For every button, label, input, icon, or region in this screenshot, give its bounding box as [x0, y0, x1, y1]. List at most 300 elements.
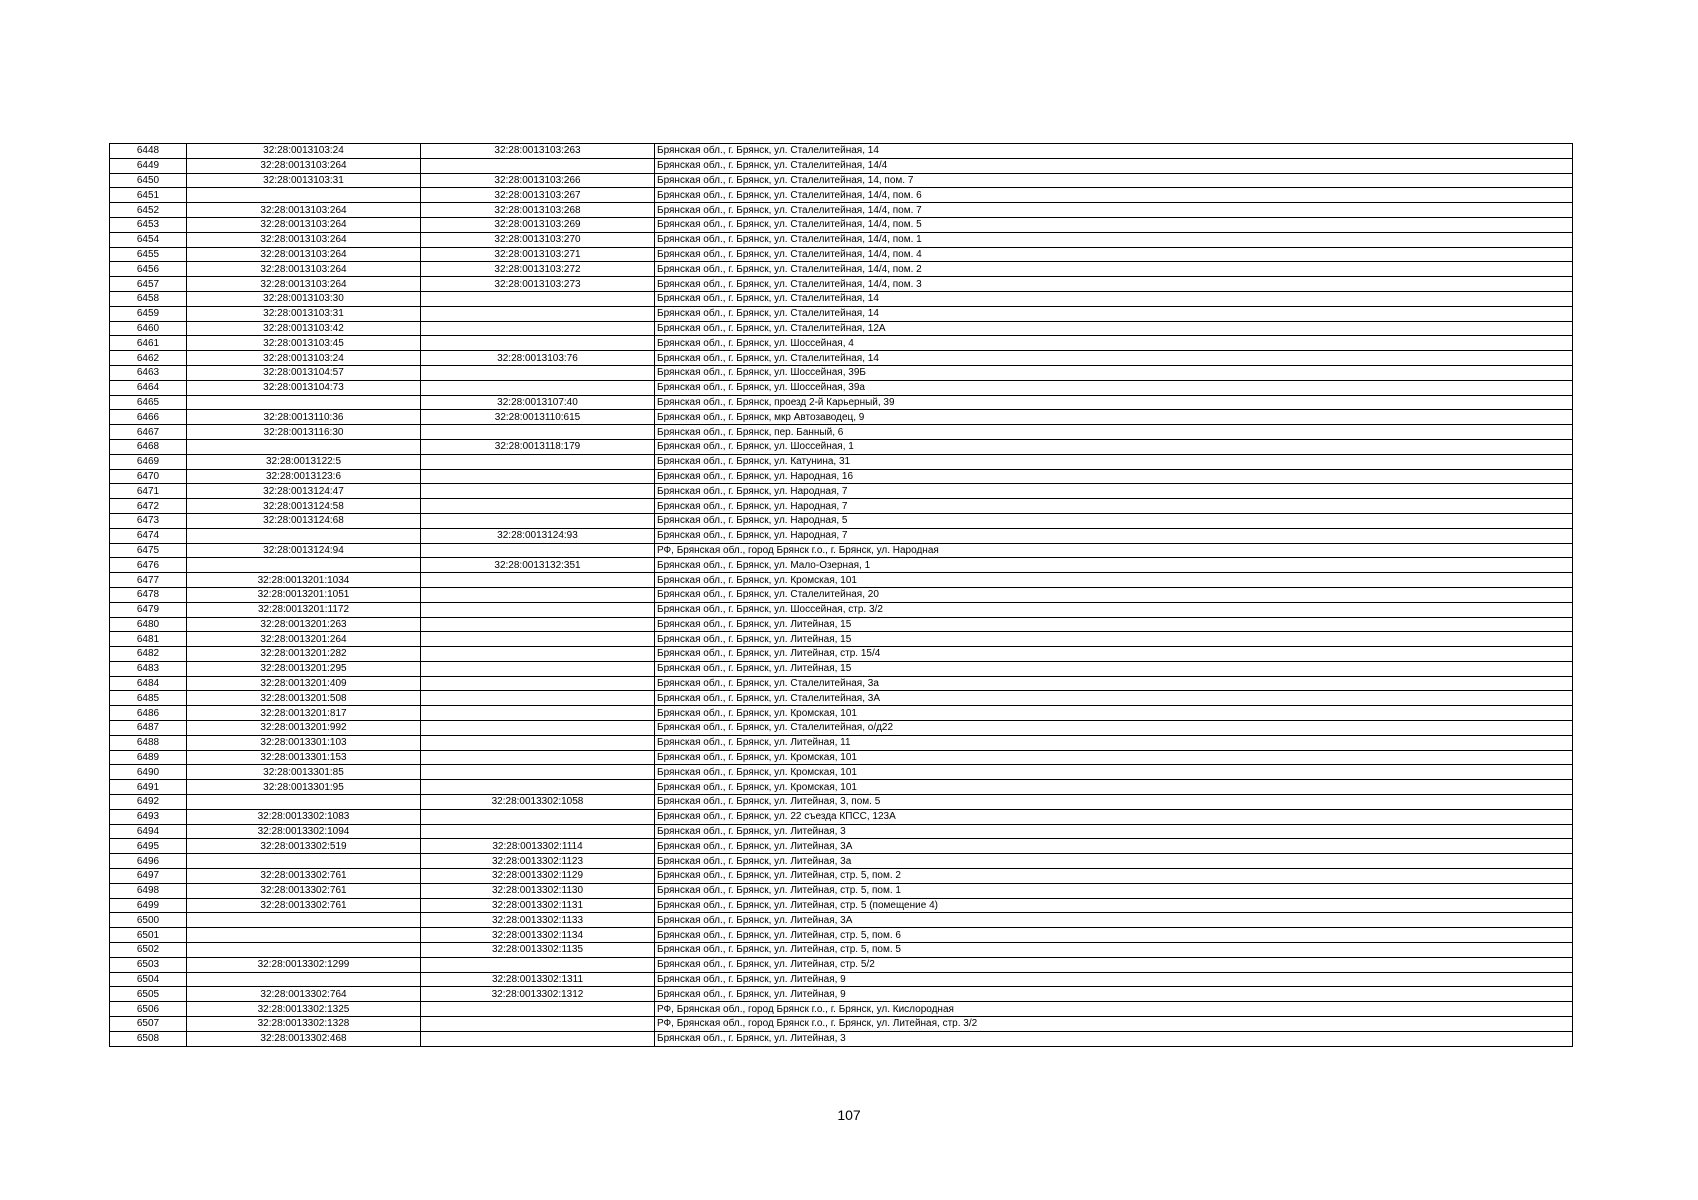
- building-cadastral-number-cell: 32:28:0013103:271: [421, 247, 655, 262]
- building-cadastral-number-cell: 32:28:0013302:1123: [421, 854, 655, 869]
- address-cell: Брянская обл., г. Брянск, ул. Сталелитейная, 14, пом. 7: [655, 173, 1573, 188]
- land-cadastral-number-cell: 32:28:0013103:264: [187, 217, 421, 232]
- address-cell: Брянская обл., г. Брянск, ул. Сталелитейная, о/д22: [655, 721, 1573, 736]
- land-cadastral-number-cell: 32:28:0013104:57: [187, 365, 421, 380]
- row-number-cell: 6448: [110, 144, 187, 159]
- table-row: [110, 217, 1573, 232]
- address-cell: Брянская обл., г. Брянск, ул. Сталелитейная, 20: [655, 587, 1573, 602]
- address-cell: Брянская обл., г. Брянск, ул. Шоссейная, 39Б: [655, 365, 1573, 380]
- address-cell: Брянская обл., г. Брянск, ул. Литейная, 3А: [655, 913, 1573, 928]
- row-number-cell: 6470: [110, 469, 187, 484]
- land-cadastral-number-cell: [187, 795, 421, 810]
- building-cadastral-number-cell: 32:28:0013118:179: [421, 439, 655, 454]
- building-cadastral-number-cell: [421, 735, 655, 750]
- registry-table: [109, 143, 1573, 1047]
- row-number-cell: 6493: [110, 809, 187, 824]
- row-number-cell: 6503: [110, 957, 187, 972]
- land-cadastral-number-cell: 32:28:0013201:1051: [187, 587, 421, 602]
- row-number-cell: 6460: [110, 321, 187, 336]
- building-cadastral-number-cell: [421, 780, 655, 795]
- address-cell: Брянская обл., г. Брянск, ул. Сталелитейная, 3а: [655, 676, 1573, 691]
- row-number-cell: 6508: [110, 1031, 187, 1046]
- address-cell: Брянская обл., г. Брянск, ул. Кромская, 101: [655, 750, 1573, 765]
- row-number-cell: 6491: [110, 780, 187, 795]
- land-cadastral-number-cell: 32:28:0013124:68: [187, 513, 421, 528]
- building-cadastral-number-cell: [421, 765, 655, 780]
- row-number-cell: 6451: [110, 188, 187, 203]
- land-cadastral-number-cell: [187, 439, 421, 454]
- table-row: [110, 439, 1573, 454]
- table-row: [110, 395, 1573, 410]
- building-cadastral-number-cell: [421, 617, 655, 632]
- table-row: [110, 765, 1573, 780]
- row-number-cell: 6496: [110, 854, 187, 869]
- table-row: [110, 676, 1573, 691]
- address-cell: Брянская обл., г. Брянск, ул. Шоссейная, 4: [655, 336, 1573, 351]
- table-row: [110, 203, 1573, 218]
- land-cadastral-number-cell: 32:28:0013302:764: [187, 987, 421, 1002]
- building-cadastral-number-cell: [421, 454, 655, 469]
- row-number-cell: 6455: [110, 247, 187, 262]
- building-cadastral-number-cell: 32:28:0013302:1130: [421, 883, 655, 898]
- building-cadastral-number-cell: 32:28:0013103:269: [421, 217, 655, 232]
- building-cadastral-number-cell: [421, 484, 655, 499]
- land-cadastral-number-cell: 32:28:0013302:519: [187, 839, 421, 854]
- land-cadastral-number-cell: 32:28:0013103:30: [187, 291, 421, 306]
- address-cell: РФ, Брянская обл., город Брянск г.о., г. Брянск, ул. Литейная, стр. 3/2: [655, 1017, 1573, 1032]
- row-number-cell: 6474: [110, 528, 187, 543]
- address-cell: Брянская обл., г. Брянск, ул. Сталелитейная, 14/4, пом. 1: [655, 232, 1573, 247]
- address-cell: Брянская обл., г. Брянск, ул. Кромская, 101: [655, 573, 1573, 588]
- row-number-cell: 6494: [110, 824, 187, 839]
- land-cadastral-number-cell: 32:28:0013302:1299: [187, 957, 421, 972]
- table-row: [110, 913, 1573, 928]
- table-row: [110, 247, 1573, 262]
- address-cell: Брянская обл., г. Брянск, ул. Литейная, 3: [655, 824, 1573, 839]
- row-number-cell: 6485: [110, 691, 187, 706]
- building-cadastral-number-cell: [421, 632, 655, 647]
- land-cadastral-number-cell: [187, 943, 421, 958]
- land-cadastral-number-cell: 32:28:0013201:992: [187, 721, 421, 736]
- building-cadastral-number-cell: [421, 676, 655, 691]
- land-cadastral-number-cell: 32:28:0013301:85: [187, 765, 421, 780]
- row-number-cell: 6481: [110, 632, 187, 647]
- row-number-cell: 6473: [110, 513, 187, 528]
- row-number-cell: 6457: [110, 277, 187, 292]
- row-number-cell: 6504: [110, 972, 187, 987]
- building-cadastral-number-cell: 32:28:0013302:1114: [421, 839, 655, 854]
- address-cell: Брянская обл., г. Брянск, пер. Банный, 6: [655, 425, 1573, 440]
- table-row: [110, 573, 1573, 588]
- land-cadastral-number-cell: 32:28:0013124:94: [187, 543, 421, 558]
- address-cell: Брянская обл., г. Брянск, ул. Сталелитейная, 12А: [655, 321, 1573, 336]
- address-cell: Брянская обл., г. Брянск, ул. Литейная, 3А: [655, 839, 1573, 854]
- row-number-cell: 6458: [110, 291, 187, 306]
- table-row: [110, 351, 1573, 366]
- table-row: [110, 780, 1573, 795]
- building-cadastral-number-cell: 32:28:0013107:40: [421, 395, 655, 410]
- row-number-cell: 6467: [110, 425, 187, 440]
- address-cell: Брянская обл., г. Брянск, ул. Литейная, стр. 5, пом. 2: [655, 869, 1573, 884]
- table-row: [110, 869, 1573, 884]
- land-cadastral-number-cell: 32:28:0013110:36: [187, 410, 421, 425]
- address-cell: Брянская обл., г. Брянск, ул. Литейная, стр. 5, пом. 1: [655, 883, 1573, 898]
- row-number-cell: 6486: [110, 706, 187, 721]
- table-row: [110, 173, 1573, 188]
- table-row: [110, 587, 1573, 602]
- row-number-cell: 6480: [110, 617, 187, 632]
- address-cell: Брянская обл., г. Брянск, ул. Мало-Озерная, 1: [655, 558, 1573, 573]
- table-row: [110, 558, 1573, 573]
- land-cadastral-number-cell: 32:28:0013302:761: [187, 883, 421, 898]
- row-number-cell: 6483: [110, 661, 187, 676]
- address-cell: Брянская обл., г. Брянск, ул. 22 съезда КПСС, 123А: [655, 809, 1573, 824]
- land-cadastral-number-cell: 32:28:0013103:264: [187, 262, 421, 277]
- table-row: [110, 484, 1573, 499]
- table-row: [110, 144, 1573, 159]
- address-cell: Брянская обл., г. Брянск, ул. Литейная, 3а: [655, 854, 1573, 869]
- table-row: [110, 365, 1573, 380]
- table-row: [110, 957, 1573, 972]
- building-cadastral-number-cell: 32:28:0013302:1133: [421, 913, 655, 928]
- address-cell: Брянская обл., г. Брянск, ул. Сталелитейная, 14: [655, 351, 1573, 366]
- building-cadastral-number-cell: 32:28:0013103:273: [421, 277, 655, 292]
- address-cell: Брянская обл., г. Брянск, ул. Шоссейная, стр. 3/2: [655, 602, 1573, 617]
- table-row: [110, 410, 1573, 425]
- row-number-cell: 6501: [110, 928, 187, 943]
- land-cadastral-number-cell: 32:28:0013103:264: [187, 203, 421, 218]
- building-cadastral-number-cell: 32:28:0013132:351: [421, 558, 655, 573]
- address-cell: Брянская обл., г. Брянск, ул. Сталелитейная, 14/4: [655, 158, 1573, 173]
- building-cadastral-number-cell: [421, 336, 655, 351]
- table-row: [110, 158, 1573, 173]
- address-cell: Брянская обл., г. Брянск, ул. Шоссейная, 1: [655, 439, 1573, 454]
- building-cadastral-number-cell: [421, 425, 655, 440]
- row-number-cell: 6489: [110, 750, 187, 765]
- row-number-cell: 6453: [110, 217, 187, 232]
- building-cadastral-number-cell: 32:28:0013302:1134: [421, 928, 655, 943]
- building-cadastral-number-cell: 32:28:0013103:268: [421, 203, 655, 218]
- land-cadastral-number-cell: 32:28:0013103:31: [187, 306, 421, 321]
- table-row: [110, 632, 1573, 647]
- row-number-cell: 6464: [110, 380, 187, 395]
- land-cadastral-number-cell: 32:28:0013103:45: [187, 336, 421, 351]
- row-number-cell: 6506: [110, 1002, 187, 1017]
- row-number-cell: 6477: [110, 573, 187, 588]
- address-cell: Брянская обл., г. Брянск, ул. Народная, 7: [655, 528, 1573, 543]
- land-cadastral-number-cell: 32:28:0013301:103: [187, 735, 421, 750]
- address-cell: Брянская обл., г. Брянск, ул. Литейная, стр. 5, пом. 6: [655, 928, 1573, 943]
- building-cadastral-number-cell: 32:28:0013302:1131: [421, 898, 655, 913]
- land-cadastral-number-cell: 32:28:0013201:1172: [187, 602, 421, 617]
- address-cell: Брянская обл., г. Брянск, ул. Народная, 7: [655, 484, 1573, 499]
- table-row: [110, 972, 1573, 987]
- address-cell: Брянская обл., г. Брянск, ул. Литейная, 15: [655, 632, 1573, 647]
- table-row: [110, 721, 1573, 736]
- land-cadastral-number-cell: 32:28:0013302:1325: [187, 1002, 421, 1017]
- table-row: [110, 336, 1573, 351]
- table-row: [110, 898, 1573, 913]
- row-number-cell: 6459: [110, 306, 187, 321]
- land-cadastral-number-cell: 32:28:0013201:295: [187, 661, 421, 676]
- table-row: [110, 513, 1573, 528]
- address-cell: РФ, Брянская обл., город Брянск г.о., г. Брянск, ул. Народная: [655, 543, 1573, 558]
- land-cadastral-number-cell: 32:28:0013302:1328: [187, 1017, 421, 1032]
- address-cell: Брянская обл., г. Брянск, ул. Сталелитейная, 14/4, пом. 7: [655, 203, 1573, 218]
- building-cadastral-number-cell: 32:28:0013302:1311: [421, 972, 655, 987]
- table-row: [110, 277, 1573, 292]
- address-cell: Брянская обл., г. Брянск, ул. Литейная, 9: [655, 987, 1573, 1002]
- building-cadastral-number-cell: [421, 661, 655, 676]
- land-cadastral-number-cell: [187, 913, 421, 928]
- building-cadastral-number-cell: [421, 321, 655, 336]
- building-cadastral-number-cell: [421, 158, 655, 173]
- address-cell: Брянская обл., г. Брянск, ул. Литейная, стр. 5, пом. 5: [655, 943, 1573, 958]
- land-cadastral-number-cell: 32:28:0013302:468: [187, 1031, 421, 1046]
- land-cadastral-number-cell: 32:28:0013201:409: [187, 676, 421, 691]
- address-cell: Брянская обл., г. Брянск, ул. Литейная, стр. 5 (помещение 4): [655, 898, 1573, 913]
- row-number-cell: 6475: [110, 543, 187, 558]
- building-cadastral-number-cell: [421, 469, 655, 484]
- building-cadastral-number-cell: [421, 647, 655, 662]
- building-cadastral-number-cell: 32:28:0013302:1135: [421, 943, 655, 958]
- building-cadastral-number-cell: [421, 721, 655, 736]
- building-cadastral-number-cell: 32:28:0013103:272: [421, 262, 655, 277]
- building-cadastral-number-cell: [421, 306, 655, 321]
- land-cadastral-number-cell: [187, 972, 421, 987]
- land-cadastral-number-cell: 32:28:0013124:47: [187, 484, 421, 499]
- building-cadastral-number-cell: [421, 587, 655, 602]
- address-cell: Брянская обл., г. Брянск, ул. Кромская, 101: [655, 765, 1573, 780]
- address-cell: Брянская обл., г. Брянск, ул. Литейная, стр. 15/4: [655, 647, 1573, 662]
- land-cadastral-number-cell: 32:28:0013122:5: [187, 454, 421, 469]
- building-cadastral-number-cell: [421, 824, 655, 839]
- table-row: [110, 943, 1573, 958]
- table-row: [110, 824, 1573, 839]
- table-row: [110, 928, 1573, 943]
- address-cell: Брянская обл., г. Брянск, ул. Кромская, 101: [655, 780, 1573, 795]
- table-row: [110, 232, 1573, 247]
- address-cell: Брянская обл., г. Брянск, ул. Литейная, 9: [655, 972, 1573, 987]
- building-cadastral-number-cell: [421, 499, 655, 514]
- table-row: [110, 750, 1573, 765]
- row-number-cell: 6462: [110, 351, 187, 366]
- row-number-cell: 6488: [110, 735, 187, 750]
- land-cadastral-number-cell: 32:28:0013302:1094: [187, 824, 421, 839]
- address-cell: Брянская обл., г. Брянск, мкр Автозаводец, 9: [655, 410, 1573, 425]
- table-row: [110, 883, 1573, 898]
- land-cadastral-number-cell: 32:28:0013301:95: [187, 780, 421, 795]
- table-row: [110, 661, 1573, 676]
- row-number-cell: 6499: [110, 898, 187, 913]
- building-cadastral-number-cell: [421, 1017, 655, 1032]
- address-cell: Брянская обл., г. Брянск, ул. Шоссейная, 39а: [655, 380, 1573, 395]
- address-cell: Брянская обл., г. Брянск, ул. Народная, 16: [655, 469, 1573, 484]
- row-number-cell: 6495: [110, 839, 187, 854]
- address-cell: Брянская обл., г. Брянск, ул. Литейная, стр. 5/2: [655, 957, 1573, 972]
- row-number-cell: 6498: [110, 883, 187, 898]
- row-number-cell: 6507: [110, 1017, 187, 1032]
- table-row: [110, 706, 1573, 721]
- registry-table-body: [110, 144, 1573, 1047]
- table-row: [110, 795, 1573, 810]
- land-cadastral-number-cell: 32:28:0013201:263: [187, 617, 421, 632]
- table-row: [110, 839, 1573, 854]
- table-row: [110, 499, 1573, 514]
- land-cadastral-number-cell: 32:28:0013103:264: [187, 247, 421, 262]
- address-cell: Брянская обл., г. Брянск, ул. Сталелитейная, 14/4, пом. 3: [655, 277, 1573, 292]
- address-cell: Брянская обл., г. Брянск, ул. Сталелитейная, 14/4, пом. 6: [655, 188, 1573, 203]
- row-number-cell: 6450: [110, 173, 187, 188]
- building-cadastral-number-cell: [421, 573, 655, 588]
- land-cadastral-number-cell: [187, 558, 421, 573]
- table-row: [110, 188, 1573, 203]
- land-cadastral-number-cell: 32:28:0013116:30: [187, 425, 421, 440]
- page-number: 107: [837, 1107, 861, 1123]
- table-row: [110, 425, 1573, 440]
- row-number-cell: 6484: [110, 676, 187, 691]
- land-cadastral-number-cell: [187, 188, 421, 203]
- table-row: [110, 380, 1573, 395]
- row-number-cell: 6456: [110, 262, 187, 277]
- land-cadastral-number-cell: 32:28:0013302:761: [187, 869, 421, 884]
- building-cadastral-number-cell: 32:28:0013302:1129: [421, 869, 655, 884]
- building-cadastral-number-cell: 32:28:0013124:93: [421, 528, 655, 543]
- table-row: [110, 1002, 1573, 1017]
- row-number-cell: 6468: [110, 439, 187, 454]
- address-cell: Брянская обл., г. Брянск, ул. Сталелитейная, 14: [655, 306, 1573, 321]
- land-cadastral-number-cell: [187, 528, 421, 543]
- row-number-cell: 6505: [110, 987, 187, 1002]
- building-cadastral-number-cell: 32:28:0013302:1058: [421, 795, 655, 810]
- table-row: [110, 809, 1573, 824]
- address-cell: Брянская обл., г. Брянск, ул. Сталелитейная, 14/4, пом. 5: [655, 217, 1573, 232]
- row-number-cell: 6471: [110, 484, 187, 499]
- land-cadastral-number-cell: 32:28:0013103:31: [187, 173, 421, 188]
- land-cadastral-number-cell: 32:28:0013103:264: [187, 232, 421, 247]
- address-cell: Брянская обл., г. Брянск, ул. Сталелитейная, 3А: [655, 691, 1573, 706]
- row-number-cell: 6472: [110, 499, 187, 514]
- building-cadastral-number-cell: [421, 291, 655, 306]
- building-cadastral-number-cell: 32:28:0013103:263: [421, 144, 655, 159]
- address-cell: Брянская обл., г. Брянск, ул. Кромская, 101: [655, 706, 1573, 721]
- row-number-cell: 6492: [110, 795, 187, 810]
- table-row: [110, 528, 1573, 543]
- building-cadastral-number-cell: [421, 691, 655, 706]
- land-cadastral-number-cell: 32:28:0013301:153: [187, 750, 421, 765]
- building-cadastral-number-cell: 32:28:0013110:615: [421, 410, 655, 425]
- building-cadastral-number-cell: 32:28:0013302:1312: [421, 987, 655, 1002]
- row-number-cell: 6490: [110, 765, 187, 780]
- table-row: [110, 1017, 1573, 1032]
- table-row: [110, 291, 1573, 306]
- table-row: [110, 262, 1573, 277]
- row-number-cell: 6487: [110, 721, 187, 736]
- table-row: [110, 735, 1573, 750]
- address-cell: Брянская обл., г. Брянск, ул. Литейная, 3: [655, 1031, 1573, 1046]
- row-number-cell: 6476: [110, 558, 187, 573]
- row-number-cell: 6449: [110, 158, 187, 173]
- row-number-cell: 6461: [110, 336, 187, 351]
- building-cadastral-number-cell: 32:28:0013103:270: [421, 232, 655, 247]
- table-row: [110, 617, 1573, 632]
- table-row: [110, 543, 1573, 558]
- table-row: [110, 454, 1573, 469]
- table-row: [110, 987, 1573, 1002]
- address-cell: Брянская обл., г. Брянск, ул. Литейная, 11: [655, 735, 1573, 750]
- building-cadastral-number-cell: 32:28:0013103:267: [421, 188, 655, 203]
- land-cadastral-number-cell: 32:28:0013201:282: [187, 647, 421, 662]
- row-number-cell: 6479: [110, 602, 187, 617]
- address-cell: Брянская обл., г. Брянск, ул. Сталелитейная, 14/4, пом. 2: [655, 262, 1573, 277]
- address-cell: Брянская обл., г. Брянск, ул. Катунина, 31: [655, 454, 1573, 469]
- row-number-cell: 6500: [110, 913, 187, 928]
- address-cell: Брянская обл., г. Брянск, ул. Литейная, 15: [655, 661, 1573, 676]
- row-number-cell: 6497: [110, 869, 187, 884]
- table-row: [110, 647, 1573, 662]
- row-number-cell: 6478: [110, 587, 187, 602]
- row-number-cell: 6452: [110, 203, 187, 218]
- land-cadastral-number-cell: 32:28:0013201:264: [187, 632, 421, 647]
- land-cadastral-number-cell: 32:28:0013201:817: [187, 706, 421, 721]
- land-cadastral-number-cell: 32:28:0013103:264: [187, 277, 421, 292]
- table-row: [110, 691, 1573, 706]
- land-cadastral-number-cell: 32:28:0013124:58: [187, 499, 421, 514]
- row-number-cell: 6465: [110, 395, 187, 410]
- land-cadastral-number-cell: 32:28:0013123:6: [187, 469, 421, 484]
- building-cadastral-number-cell: [421, 1031, 655, 1046]
- building-cadastral-number-cell: [421, 750, 655, 765]
- address-cell: Брянская обл., г. Брянск, ул. Литейная, 15: [655, 617, 1573, 632]
- row-number-cell: 6482: [110, 647, 187, 662]
- land-cadastral-number-cell: 32:28:0013103:42: [187, 321, 421, 336]
- address-cell: Брянская обл., г. Брянск, ул. Народная, 7: [655, 499, 1573, 514]
- land-cadastral-number-cell: 32:28:0013103:24: [187, 144, 421, 159]
- address-cell: Брянская обл., г. Брянск, проезд 2-й Карьерный, 39: [655, 395, 1573, 410]
- address-cell: Брянская обл., г. Брянск, ул. Литейная, 3, пом. 5: [655, 795, 1573, 810]
- land-cadastral-number-cell: 32:28:0013201:1034: [187, 573, 421, 588]
- address-cell: Брянская обл., г. Брянск, ул. Сталелитейная, 14/4, пом. 4: [655, 247, 1573, 262]
- land-cadastral-number-cell: [187, 854, 421, 869]
- building-cadastral-number-cell: [421, 706, 655, 721]
- address-cell: Брянская обл., г. Брянск, ул. Сталелитейная, 14: [655, 291, 1573, 306]
- building-cadastral-number-cell: [421, 957, 655, 972]
- building-cadastral-number-cell: [421, 809, 655, 824]
- address-cell: РФ, Брянская обл., город Брянск г.о., г. Брянск, ул. Кислородная: [655, 1002, 1573, 1017]
- row-number-cell: 6466: [110, 410, 187, 425]
- row-number-cell: 6454: [110, 232, 187, 247]
- building-cadastral-number-cell: [421, 602, 655, 617]
- building-cadastral-number-cell: 32:28:0013103:266: [421, 173, 655, 188]
- table-row: [110, 1031, 1573, 1046]
- row-number-cell: 6463: [110, 365, 187, 380]
- row-number-cell: 6469: [110, 454, 187, 469]
- table-row: [110, 321, 1573, 336]
- building-cadastral-number-cell: [421, 1002, 655, 1017]
- building-cadastral-number-cell: 32:28:0013103:76: [421, 351, 655, 366]
- land-cadastral-number-cell: 32:28:0013104:73: [187, 380, 421, 395]
- land-cadastral-number-cell: 32:28:0013302:1083: [187, 809, 421, 824]
- building-cadastral-number-cell: [421, 380, 655, 395]
- land-cadastral-number-cell: [187, 928, 421, 943]
- land-cadastral-number-cell: 32:28:0013302:761: [187, 898, 421, 913]
- building-cadastral-number-cell: [421, 543, 655, 558]
- land-cadastral-number-cell: [187, 395, 421, 410]
- table-row: [110, 854, 1573, 869]
- land-cadastral-number-cell: 32:28:0013103:24: [187, 351, 421, 366]
- address-cell: Брянская обл., г. Брянск, ул. Народная, 5: [655, 513, 1573, 528]
- table-row: [110, 306, 1573, 321]
